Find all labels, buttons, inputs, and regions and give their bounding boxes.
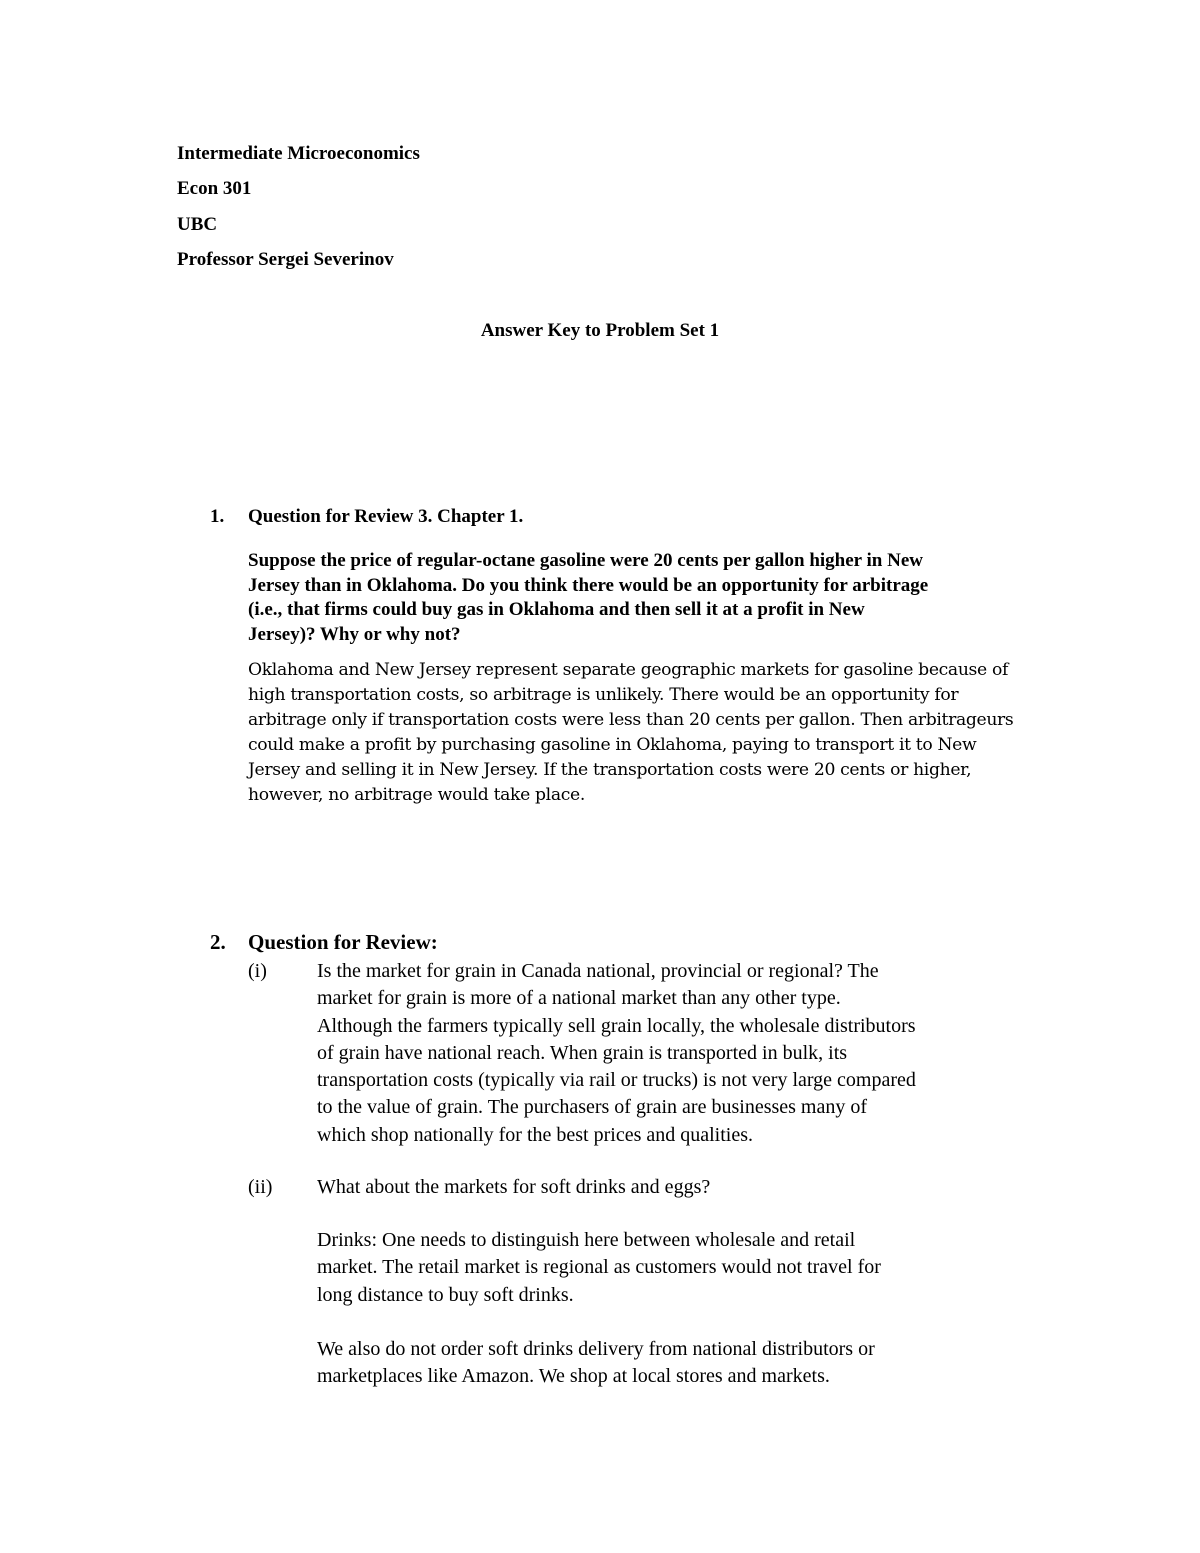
answer-1-line: could make a profit by purchasing gasoline in Oklahoma, paying to transport it to New [248, 735, 977, 755]
question-1-line: Suppose the price of regular-octane gasoline were 20 cents per gallon higher in New [248, 550, 923, 571]
part-ii-question [317, 1174, 1037, 1201]
answer-1-line: Jersey and selling it in New Jersey. If the transportation costs were 20 cents or higher, [248, 760, 972, 780]
part-i-line: Although the farmers typically sell grain locally, the wholesale distributors [317, 1014, 916, 1037]
course-name: Intermediate Microeconomics [177, 143, 420, 164]
part-ii-paragraph-1 [317, 1227, 1037, 1309]
part-i-line: transportation costs (typically via rail or trucks) is not very large compared [317, 1069, 916, 1092]
question-1-heading: Question for Review 3. Chapter 1. [248, 506, 524, 527]
document-title: Answer Key to Problem Set 1 [480, 320, 720, 341]
answer-1-line: high transportation costs, so arbitrage is unlikely. There would be an opportunity for [248, 685, 959, 705]
part-ii-para1-line: Drinks: One needs to distinguish here between wholesale and retail [317, 1229, 856, 1251]
part-i-line: of grain have national reach. When grain is transported in bulk, its [317, 1041, 848, 1064]
question-1-text [248, 549, 1048, 647]
part-i-text [317, 958, 1037, 1149]
part-ii-para1-line: long distance to buy soft drinks. [317, 1283, 574, 1306]
answer-1-line: however, no arbitrage would take place. [248, 785, 585, 805]
part-i-label: (i) [248, 960, 267, 982]
part-i-line: to the value of grain. The purchasers of grain are businesses many of [317, 1096, 868, 1119]
question-2-heading: Question for Review: [248, 930, 438, 954]
question-1-answer [248, 658, 1048, 808]
answer-1-line: Oklahoma and New Jersey represent separate geographic markets for gasoline because of [248, 660, 1008, 680]
question-2-number: 2. [210, 930, 226, 954]
answer-1-line: arbitrage only if transportation costs were less than 20 cents per gallon. Then arbitrageurs [248, 710, 1014, 730]
question-1-line: Jersey)? Why or why not? [248, 623, 461, 645]
part-i-line: market for grain is more of a national market than any other type. [317, 987, 841, 1010]
part-i-line: which shop nationally for the best prices and qualities. [317, 1123, 754, 1146]
part-ii-para1-line: market. The retail market is regional as customers would not travel for [317, 1256, 881, 1279]
part-ii-paragraph-2 [317, 1336, 1037, 1391]
question-1-line: Jersey than in Oklahoma. Do you think there would be an opportunity for arbitrage [248, 574, 929, 596]
part-ii-para2-line: marketplaces like Amazon. We shop at local stores and markets. [317, 1365, 830, 1388]
part-ii-para2-line: We also do not order soft drinks delivery from national distributors or [317, 1338, 875, 1360]
question-1-line: (i.e., that firms could buy gas in Oklahoma and then sell it at a profit in New [248, 599, 865, 620]
part-ii-question-line: What about the markets for soft drinks and eggs? [317, 1176, 711, 1198]
part-ii-label: (ii) [248, 1176, 273, 1198]
part-i-line: Is the market for grain in Canada national, provincial or regional? The [317, 960, 879, 982]
question-1-number: 1. [210, 506, 225, 527]
school-name: UBC [177, 214, 218, 235]
course-code: Econ 301 [177, 178, 252, 199]
professor-name: Professor Sergei Severinov [177, 249, 394, 270]
